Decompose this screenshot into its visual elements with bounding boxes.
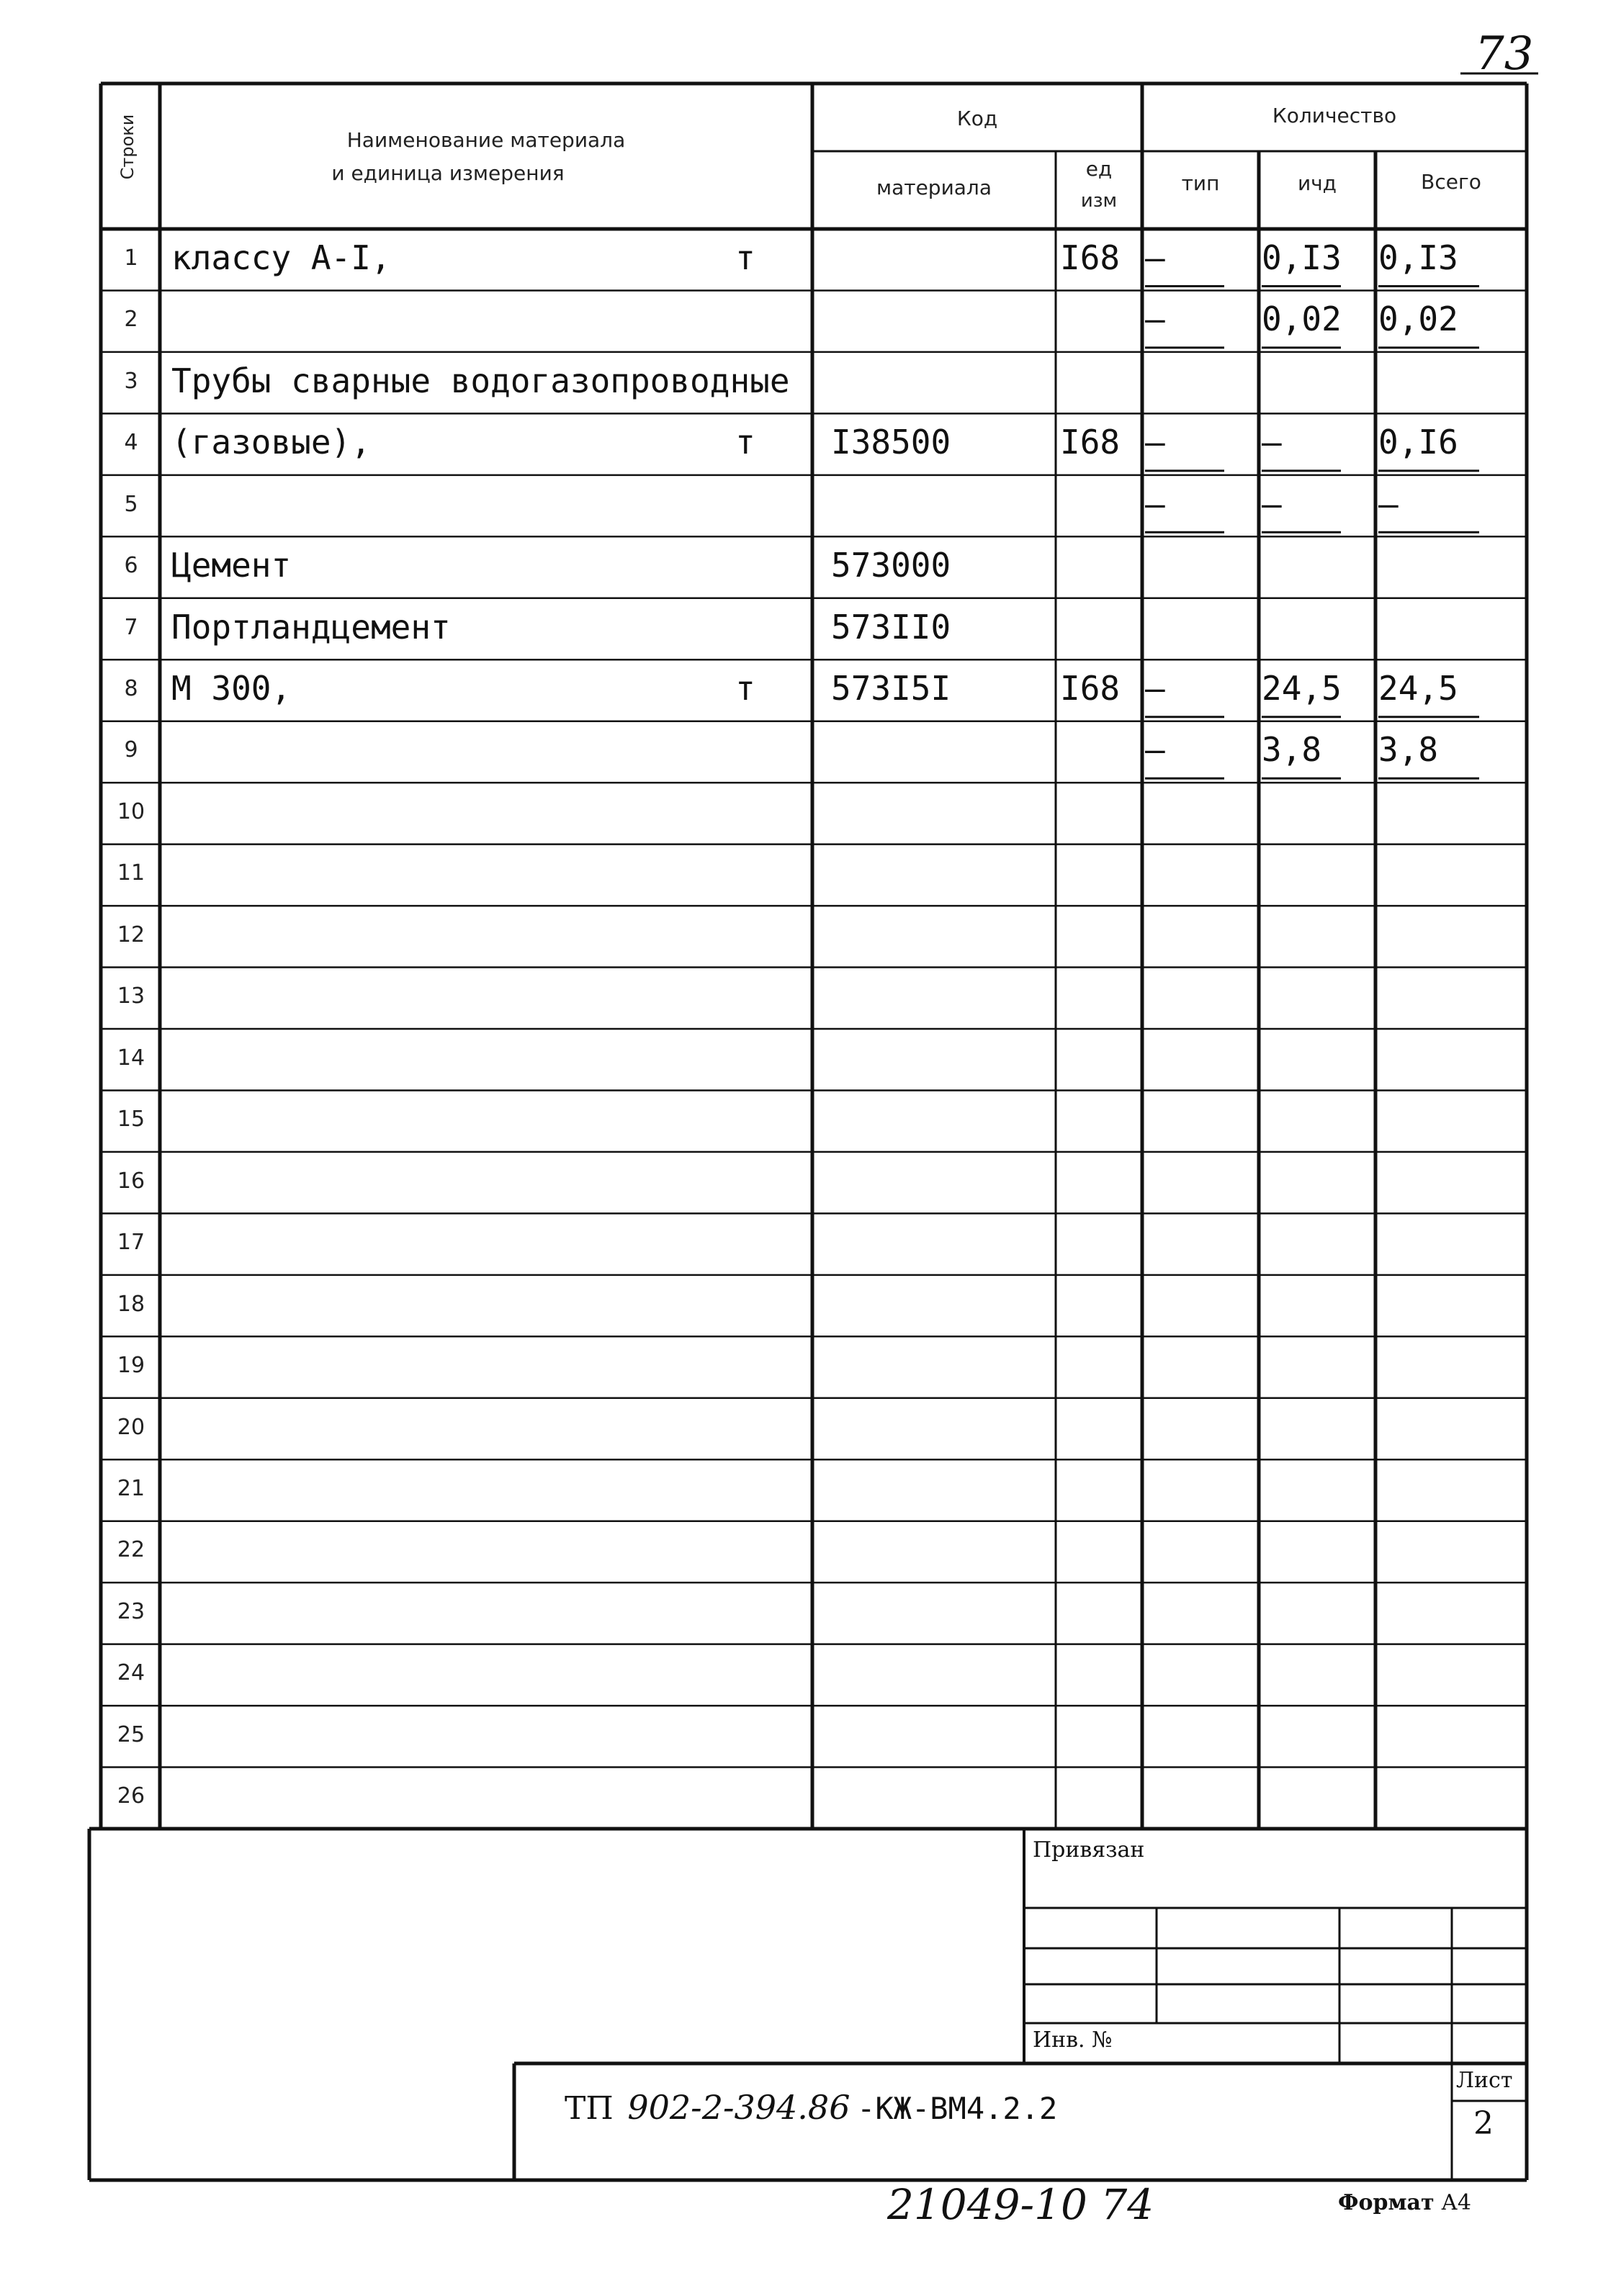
cell-ichd: 3,8	[1262, 730, 1322, 770]
cell-ichd: 0,I3	[1262, 238, 1342, 277]
row-number: 23	[117, 1598, 145, 1624]
cell-code: 573000	[831, 546, 951, 585]
row-number: 16	[117, 1168, 145, 1194]
cell-total: 0,I3	[1378, 238, 1458, 277]
header-qty-group: Количество	[1272, 104, 1397, 127]
header-total: Всего	[1421, 170, 1481, 194]
row-number: 13	[117, 983, 145, 1009]
cell-unit-t: т	[735, 238, 755, 277]
attached-label: Привязан	[1033, 1837, 1145, 1863]
format-value: А4	[1441, 2190, 1471, 2215]
cell-ichd: 24,5	[1262, 668, 1342, 708]
cell-unit-t: т	[735, 423, 755, 462]
cell-ichd: 0,02	[1262, 300, 1342, 339]
format-label: Формат	[1338, 2190, 1435, 2215]
row-number: 14	[117, 1045, 145, 1071]
cell-name: классу А-I,	[171, 238, 391, 277]
cell-tip: –	[1145, 730, 1165, 770]
cell-ichd: –	[1262, 484, 1282, 523]
cell-tip: –	[1145, 300, 1165, 339]
row-number: 9	[124, 737, 138, 763]
cell-unit: I68	[1060, 423, 1121, 462]
header-code-group: Код	[956, 107, 998, 130]
cell-name: М 300,	[171, 668, 292, 708]
doc-handwritten-number: 902-2-394.86	[627, 2088, 850, 2127]
row-number: 24	[117, 1660, 145, 1686]
cell-unit: I68	[1060, 238, 1121, 277]
row-number: 22	[117, 1537, 145, 1563]
row-number: 21	[117, 1475, 145, 1501]
cell-total: 24,5	[1378, 668, 1458, 708]
order-number: 21049-10 74	[887, 2180, 1154, 2229]
sheet-label: Лист	[1456, 2068, 1513, 2093]
header-material: материала	[876, 176, 992, 199]
row-number: 18	[117, 1291, 145, 1317]
row-number: 11	[117, 860, 145, 886]
cell-tip: –	[1145, 484, 1165, 523]
cell-code: 573I5I	[831, 668, 951, 708]
doc-suffix: -КЖ-ВМ4.2.2	[857, 2091, 1058, 2126]
row-number: 20	[117, 1414, 145, 1440]
header-unit-line2: изм	[1080, 190, 1118, 212]
cell-code: I38500	[831, 423, 951, 462]
document-designation	[565, 2088, 1057, 2127]
cell-tip: –	[1145, 238, 1165, 277]
row-number: 6	[124, 553, 138, 579]
cell-total: 0,I6	[1378, 423, 1458, 462]
cell-total: –	[1378, 484, 1399, 523]
row-number: 26	[117, 1783, 145, 1809]
format-block	[1338, 2190, 1471, 2215]
row-number: 1	[124, 245, 138, 271]
row-number: 10	[117, 798, 145, 824]
row-number: 15	[117, 1107, 145, 1133]
row-number: 12	[117, 922, 145, 947]
cell-unit: I68	[1060, 668, 1121, 708]
row-number: 8	[124, 675, 138, 701]
header-name-line2: и единица измерения	[331, 161, 565, 185]
row-number: 25	[117, 1721, 145, 1747]
cell-total: 3,8	[1378, 730, 1439, 770]
cell-total: 0,02	[1378, 300, 1458, 339]
row-number: 3	[124, 368, 138, 394]
header-name-line1: Наименование материала	[346, 128, 626, 152]
cell-name: (газовые),	[171, 423, 371, 462]
row-number: 2	[124, 307, 138, 333]
row-number: 5	[124, 491, 138, 517]
cell-name: Трубы сварные водогазопроводные	[171, 361, 790, 400]
header-unit-line1: ед	[1085, 157, 1113, 181]
header-tip: тип	[1181, 171, 1220, 195]
inventory-number-label: Инв. №	[1033, 2027, 1113, 2053]
cell-name: Цемент	[171, 546, 292, 585]
cell-tip: –	[1145, 668, 1165, 708]
header-rows-label: Строки	[117, 114, 138, 180]
doc-prefix: ТП	[565, 2090, 614, 2127]
page-number: 73	[1475, 27, 1534, 81]
cell-code: 573II0	[831, 607, 951, 647]
row-number: 7	[124, 614, 138, 640]
header-ichd: ичд	[1297, 171, 1337, 195]
cell-tip: –	[1145, 423, 1165, 462]
row-number: 19	[117, 1353, 145, 1379]
cell-ichd: –	[1262, 423, 1282, 462]
row-number: 17	[117, 1230, 145, 1256]
sheet-number: 2	[1473, 2105, 1494, 2142]
row-number: 4	[124, 430, 138, 456]
cell-name: Портландцемент	[171, 607, 451, 647]
cell-unit-t: т	[735, 668, 755, 708]
